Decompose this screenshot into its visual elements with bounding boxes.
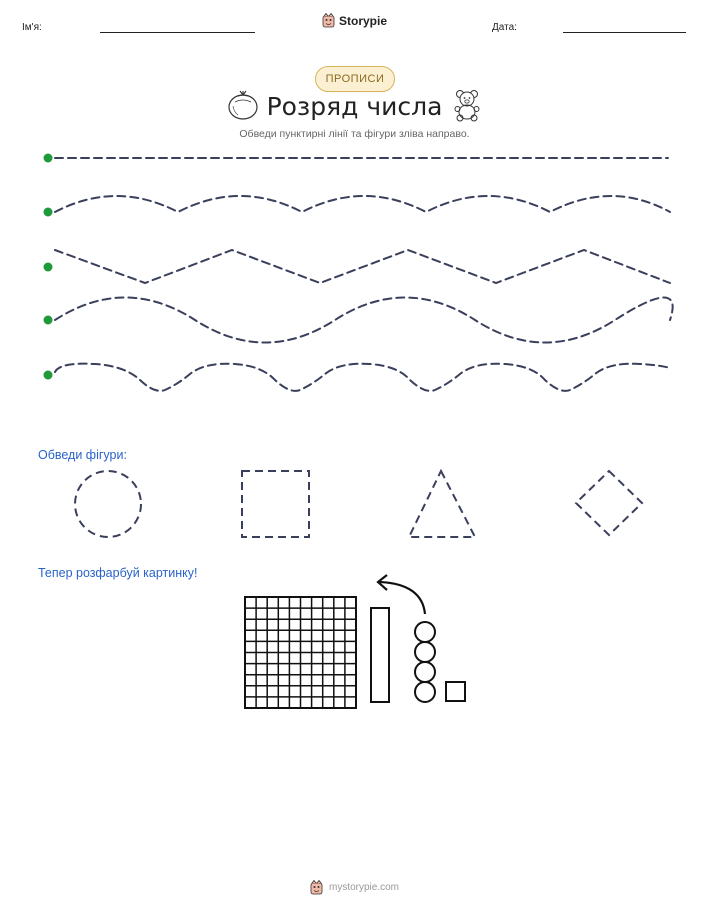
start-dot xyxy=(44,263,53,272)
one-unit-circle xyxy=(415,622,435,642)
date-field-line[interactable] xyxy=(563,32,686,33)
start-dot xyxy=(44,316,53,325)
one-unit-circle xyxy=(415,682,435,702)
teddy-bear-icon xyxy=(452,88,482,122)
storypie-logo-icon xyxy=(310,880,323,895)
date-label: Дата: xyxy=(492,22,517,33)
trace-triangle xyxy=(409,471,475,537)
trace-shapes xyxy=(0,465,709,545)
footer xyxy=(0,880,709,895)
worksheet-type-badge: ПРОПИСИ xyxy=(315,66,395,92)
base-ten-blocks-picture xyxy=(230,572,480,717)
start-dot xyxy=(44,154,53,163)
trace-line-arches xyxy=(55,196,670,212)
ten-rod xyxy=(371,608,389,702)
trace-diamond xyxy=(576,471,642,535)
trace-square xyxy=(242,471,309,537)
one-unit-circle xyxy=(415,642,435,662)
brand-logo xyxy=(322,13,387,28)
start-dot xyxy=(44,371,53,380)
name-field-line[interactable] xyxy=(100,32,255,33)
trace-line-bumps xyxy=(55,364,670,391)
trace-line-wave xyxy=(55,298,673,343)
tomato-icon xyxy=(225,88,261,122)
footer-url[interactable]: mystorypie.com xyxy=(328,882,399,893)
instructions-subtitle: Обведи пунктирні лінії та фігури зліва направо. xyxy=(239,128,470,140)
name-label: Ім'я: xyxy=(22,22,42,33)
shapes-heading: Обведи фігури: xyxy=(38,448,127,462)
start-dot xyxy=(44,208,53,217)
brand-name: Storypie xyxy=(339,13,388,28)
one-unit-square xyxy=(446,682,465,701)
trace-circle xyxy=(75,471,141,537)
regroup-arrow xyxy=(380,582,425,614)
storypie-logo-icon xyxy=(322,13,335,28)
coloring-heading: Тепер розфарбуй картинку! xyxy=(38,566,198,580)
one-unit-circle xyxy=(415,662,435,682)
trace-line-zigzag xyxy=(55,250,670,283)
tracing-lines xyxy=(0,140,709,410)
page-title: Розряд числа xyxy=(266,92,443,121)
